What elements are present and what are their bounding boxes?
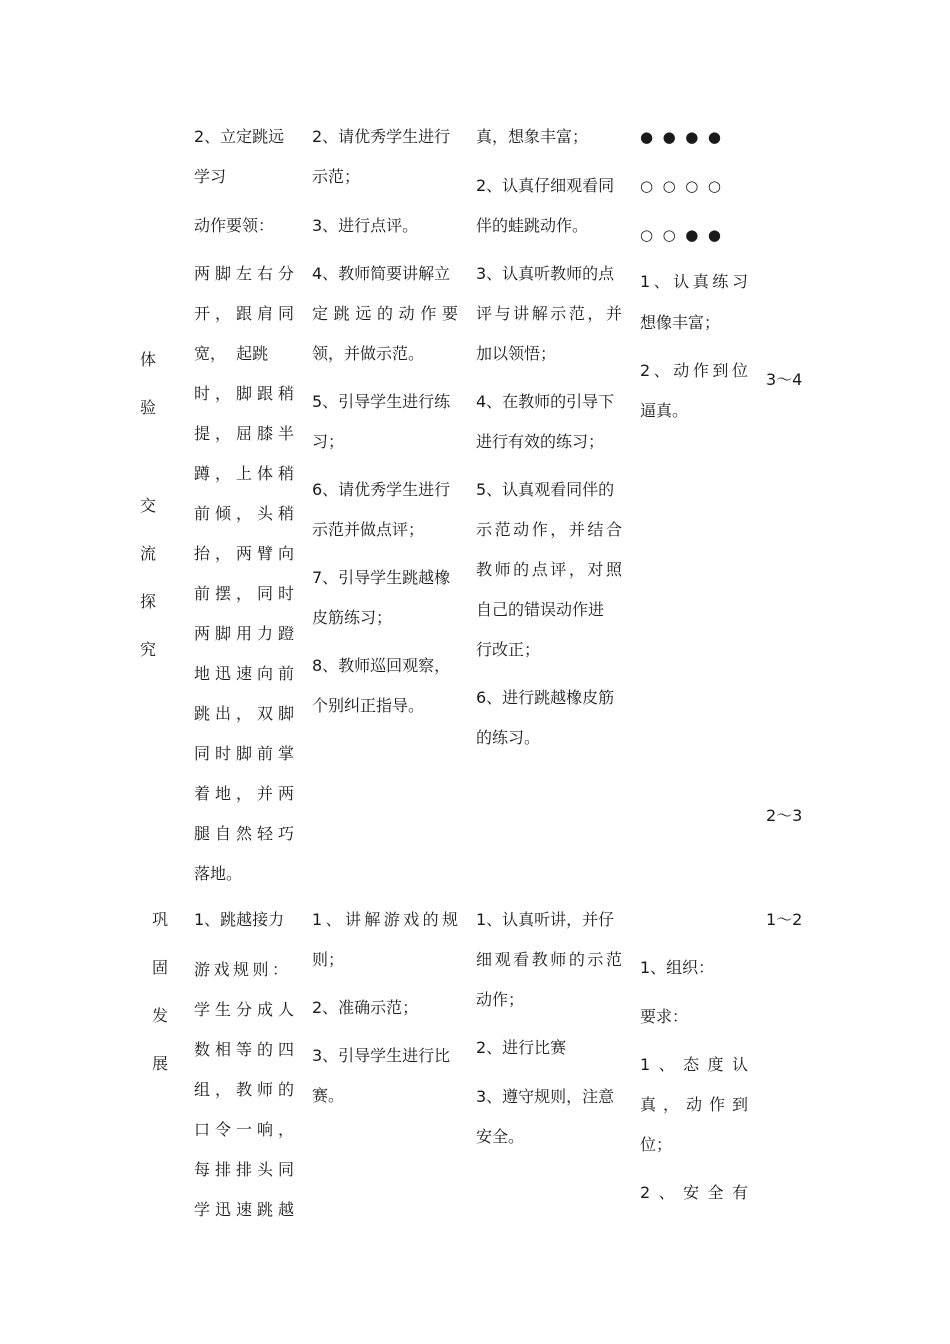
teacher-line: 3、引导学生进行比 xyxy=(312,1046,451,1065)
section-label-char: 流 xyxy=(140,544,157,563)
org-line: 1、认真练习 xyxy=(640,272,748,291)
teacher-line: 3、进行点评。 xyxy=(312,216,419,235)
content-line: 两脚左右分 xyxy=(194,264,294,283)
content-line: 两脚用力蹬 xyxy=(194,624,294,643)
student-line: 真，想象丰富； xyxy=(476,127,589,146)
content-line: 学迅速跳越 xyxy=(194,1200,294,1219)
student-line: 2、进行比赛 xyxy=(476,1038,567,1057)
teacher-line: 7、引导学生跳越橡 xyxy=(312,568,451,587)
student-line: 的练习。 xyxy=(476,728,541,747)
section-label-char: 发 xyxy=(152,1006,169,1025)
student-line: 伴的蛙跳动作。 xyxy=(476,216,589,235)
teacher-line: 示范； xyxy=(312,167,361,186)
teacher-line: 定跳远的动作要 xyxy=(312,304,458,323)
section-label-char: 巩 xyxy=(152,910,169,929)
student-line: 动作； xyxy=(476,990,525,1009)
formation-row: ● ● ● ● xyxy=(640,128,721,146)
org-line: 要求： xyxy=(640,1007,689,1026)
content-line: 数相等的四 xyxy=(194,1040,294,1059)
section-label-char: 交 xyxy=(140,496,157,515)
teacher-line: 示范并做点评； xyxy=(312,520,425,539)
teacher-line: 4、教师简要讲解立 xyxy=(312,264,451,283)
teacher-line: 5、引导学生进行练 xyxy=(312,392,451,411)
student-line: 进行有效的练习； xyxy=(476,432,605,451)
section-label-char: 体 xyxy=(140,350,157,369)
teacher-line: 2、请优秀学生进行 xyxy=(312,127,451,146)
content-line: 腿自然轻巧 xyxy=(194,824,294,843)
content-line: 2、立定跳远 xyxy=(194,127,285,146)
teacher-line: 8、教师巡回观察， xyxy=(312,656,451,675)
content-line: 着地，并两 xyxy=(194,784,294,803)
content-line: 口令一响， xyxy=(194,1120,294,1139)
time-value: 3～4 xyxy=(766,370,803,389)
content-line: 每排排头同 xyxy=(194,1160,294,1179)
student-line: 行改正； xyxy=(476,640,541,659)
org-line: 2、动作到位 xyxy=(640,361,748,380)
student-line: 加以领悟； xyxy=(476,344,557,363)
teacher-line: 6、请优秀学生进行 xyxy=(312,480,451,499)
teacher-line: 赛。 xyxy=(312,1086,345,1105)
student-line: 4、在教师的引导下 xyxy=(476,392,615,411)
time-value: 1～2 xyxy=(766,910,803,929)
student-line: 1、认真听讲，并仔 xyxy=(476,910,615,929)
content-line: 游戏规则： xyxy=(194,960,288,979)
student-line: 5、认真观看同伴的 xyxy=(476,480,615,499)
student-line: 3、认真听教师的点 xyxy=(476,264,615,283)
org-line: 1、组织： xyxy=(640,958,715,977)
content-line: 宽， 起跳 xyxy=(194,344,269,363)
formation-row: ○ ○ ○ ○ xyxy=(640,177,721,195)
content-line: 蹲，上体稍 xyxy=(194,464,294,483)
content-line: 组，教师的 xyxy=(194,1080,294,1099)
section-label-char: 展 xyxy=(152,1054,169,1073)
student-line: 6、进行跳越橡皮筋 xyxy=(476,688,615,707)
student-line: 3、遵守规则，注意 xyxy=(476,1087,615,1106)
content-line: 开，跟肩同 xyxy=(194,304,294,323)
org-line: 想像丰富； xyxy=(640,313,721,332)
teacher-line: 领，并做示范。 xyxy=(312,344,425,363)
teacher-line: 皮筋练习； xyxy=(312,608,393,627)
teacher-line: 2、准确示范； xyxy=(312,998,419,1017)
section-label-char: 究 xyxy=(140,640,157,659)
content-line: 动作要领： xyxy=(194,216,275,235)
content-line: 1、跳越接力 xyxy=(194,910,285,929)
content-line: 提，屈膝半 xyxy=(194,424,294,443)
section-label-char: 固 xyxy=(152,958,169,977)
content-line: 前倾，头稍 xyxy=(194,504,294,523)
student-line: 教师的点评，对照 xyxy=(476,560,622,579)
content-line: 时，脚跟稍 xyxy=(194,384,294,403)
student-line: 评与讲解示范，并 xyxy=(476,304,622,323)
content-line: 学习 xyxy=(194,167,227,186)
org-line: 逼真。 xyxy=(640,401,689,420)
teacher-line: 1、讲解游戏的规 xyxy=(312,910,458,929)
content-line: 落地。 xyxy=(194,864,243,883)
student-line: 示范动作，并结合 xyxy=(476,520,622,539)
content-line: 同时脚前掌 xyxy=(194,744,294,763)
org-line: 2、安全有 xyxy=(640,1183,748,1202)
org-line: 真，动作到 xyxy=(640,1095,748,1114)
student-line: 自己的错误动作进 xyxy=(476,600,605,619)
content-line: 抬，两臂向 xyxy=(194,544,294,563)
teacher-line: 习； xyxy=(312,432,345,451)
formation-row: ○ ○ ● ● xyxy=(640,226,721,244)
time-value: 2～3 xyxy=(766,806,803,825)
section-label-char: 验 xyxy=(140,398,157,417)
content-line: 地迅速向前 xyxy=(194,664,294,683)
student-line: 2、认真仔细观看同 xyxy=(476,176,615,195)
content-line: 学生分成人 xyxy=(194,1000,294,1019)
student-line: 细观看教师的示范 xyxy=(476,950,622,969)
content-line: 跳出，双脚 xyxy=(194,704,294,723)
org-line: 1、态度认 xyxy=(640,1055,748,1074)
content-line: 前摆，同时 xyxy=(194,584,294,603)
section-label-char: 探 xyxy=(140,592,157,611)
teacher-line: 则； xyxy=(312,950,345,969)
student-line: 安全。 xyxy=(476,1127,525,1146)
teacher-line: 个别纠正指导。 xyxy=(312,696,425,715)
org-line: 位； xyxy=(640,1135,673,1154)
